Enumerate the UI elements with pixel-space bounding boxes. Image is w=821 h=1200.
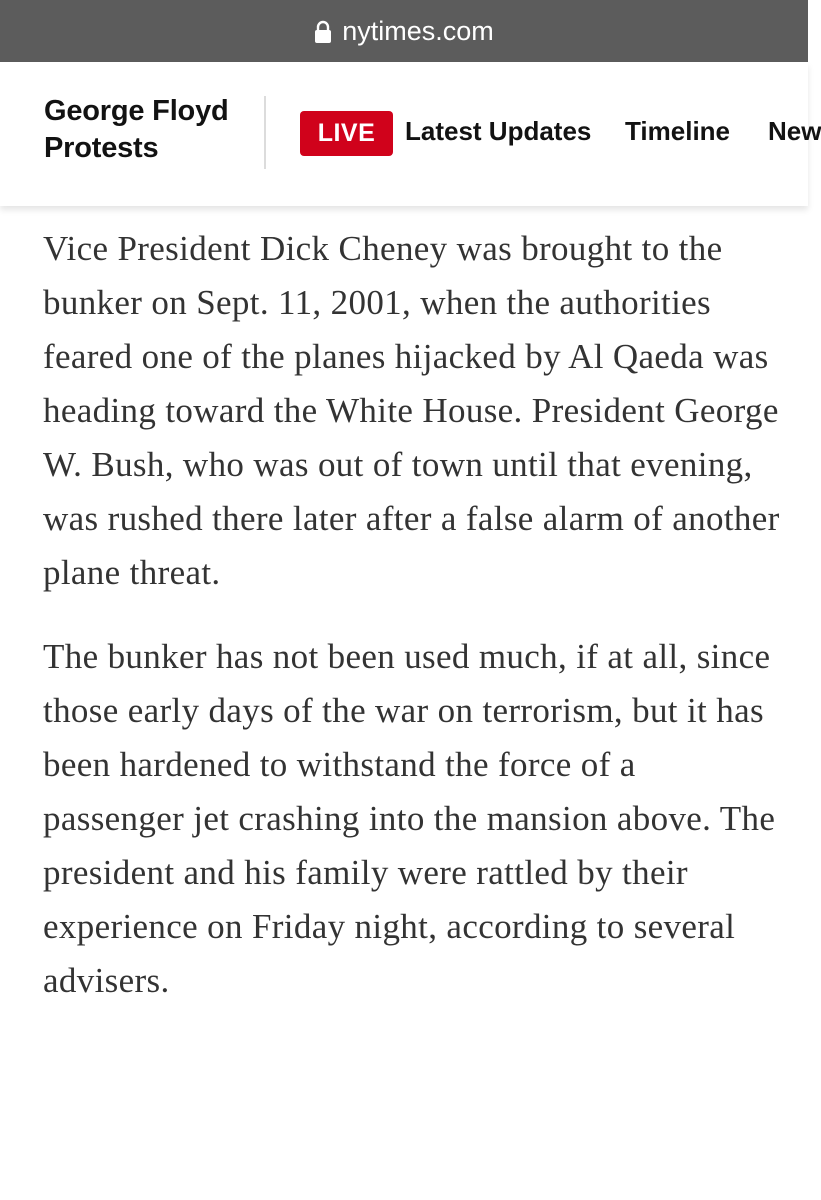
section-nav-bar <box>0 62 821 206</box>
section-title-line-2: Protests <box>44 132 159 164</box>
section-title-line-1: George Floyd <box>44 95 229 127</box>
article-body <box>43 222 783 1008</box>
nav-link-news[interactable]: New <box>768 116 821 146</box>
article-paragraph: Vice President Dick Cheney was brought to the bunker on Sept. 11, 2001, when the authorities feared one of the planes hijacked by Al Qaeda was heading toward the White House. President George W. Bush, who was out of town until that evening, was rushed there later after a false alarm of another plane threat. <box>43 229 780 592</box>
url-text: nytimes.com <box>342 15 494 46</box>
nav-divider <box>264 96 266 169</box>
browser-url-bar[interactable] <box>0 0 808 62</box>
nav-link-timeline[interactable]: Timeline <box>625 116 731 146</box>
section-title[interactable] <box>44 93 254 167</box>
lock-icon <box>314 20 332 44</box>
article-paragraph: The bunker has not been used much, if at all, since those early days of the war on terrorism, but it has been hardened to withstand the force of a passenger jet crashing into the mansion above. The president and his family were rattled by their experience on Friday night, according to several advisers. <box>43 637 776 1000</box>
live-badge[interactable]: LIVE <box>300 111 393 156</box>
nav-link-latest-updates[interactable]: Latest Updates <box>405 116 592 146</box>
